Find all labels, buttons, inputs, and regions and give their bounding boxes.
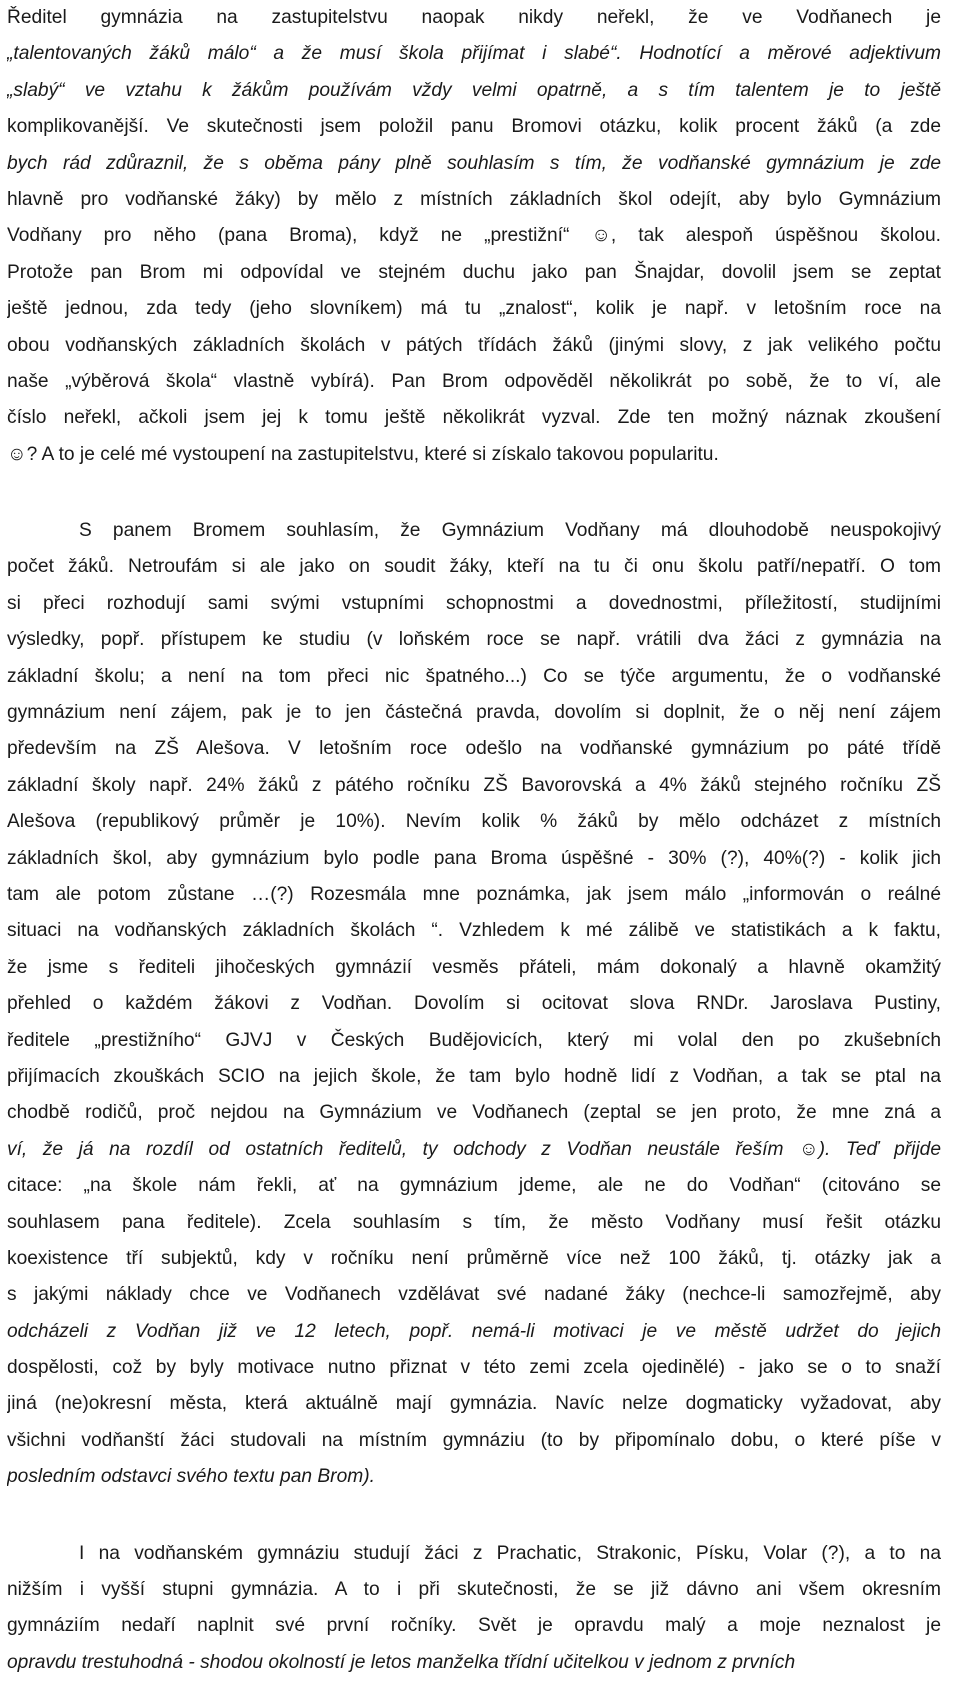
text-line: přehled o každém žákovi z Vodňan. Dovolím si ocitovat slova RNDr. Jaroslava Pustiny,: [7, 993, 941, 1015]
paragraph-2: [7, 513, 941, 1496]
paragraph-3: [7, 1536, 941, 1681]
text-line: situaci na vodňanských základních školách “. Vzhledem k mé zálibě ve statistikách a k faktu,: [7, 920, 941, 942]
document-page: [7, 0, 941, 1681]
text-line: jiná (ne)okresní města, která aktuálně mají gymnázia. Navíc nelze dogmaticky vyžadovat, aby: [7, 1393, 941, 1415]
text-line: odcházeli z Vodňan již ve 12 letech, popř. nemá-li motivaci je ve městě udržet do jejich: [7, 1320, 941, 1342]
text-line: opravdu trestuhodná - shodou okolností je letos manželka třídní učitelkou v jednom z prvních: [7, 1651, 796, 1673]
text-line: číslo neřekl, ačkoli jsem jej k tomu ještě několikrát vyzval. Zde ten možný náznak zkoušení: [7, 407, 941, 429]
text-line: bych rád zdůraznil, že s oběma pány plně souhlasím s tím, že vodňanské gymnázium je zde: [7, 152, 941, 174]
text-line: základní školy např. 24% žáků z pátého ročníku ZŠ Bavorovská a 4% žáků stejného ročníku ZŠ: [7, 774, 941, 796]
text-line: S panem Bromem souhlasím, že Gymnázium Vodňany má dlouhodobě neuspokojivý: [79, 520, 941, 542]
paragraph-1: [7, 0, 941, 473]
text-line: dospělosti, což by byly motivace nutno přiznat v této zemi zcela ojedinělé) - jako se o to snaží: [7, 1357, 941, 1379]
text-line: základní školu; a není na tom přeci nic špatného...) Co se týče argumentu, že o vodňanské: [7, 665, 941, 687]
text-line: koexistence tří subjektů, kdy v ročníku není průměrně více než 100 žáků, tj. otázky jak a: [7, 1247, 941, 1269]
text-line: gymnáziím nedaří naplnit své první ročníky. Svět je opravdu malý a moje neznalost je: [7, 1615, 941, 1637]
text-line: přijímacích zkouškách SCIO na jejich škole, že tam bylo hodně lidí z Vodňan, a tak se ptal na: [7, 1065, 941, 1087]
text-line: naše „výběrová škola“ vlastně vybírá). Pan Brom odpověděl několikrát po sobě, že to ví, ale: [7, 370, 941, 392]
text-line: chodbě rodičů, proč nejdou na Gymnázium ve Vodňanech (zeptal se jen proto, že mne zná a: [7, 1102, 941, 1124]
text-line: Vodňany pro něho (pana Broma), když ne „prestižní“ ☺, tak alespoň úspěšnou školou.: [7, 225, 941, 247]
text-line: s jakými náklady chce ve Vodňanech vzdělávat své nadané žáky (nechce-li samozřejmě, aby: [7, 1284, 941, 1306]
text-line: Alešova (republikový průměr je 10%). Nevím kolik % žáků by mělo odcházet z místních: [7, 811, 941, 833]
text-line: ☺? A to je celé mé vystoupení na zastupitelstvu, které si získalo takovou popularitu.: [7, 443, 719, 465]
text-line: posledním odstavci svého textu pan Brom).: [7, 1466, 375, 1488]
text-line: počet žáků. Netroufám si ale jako on soudit žáky, kteří na tu či onu školu patří/nepatří. O tom: [7, 556, 941, 578]
text-line: „slabý“ ve vztahu k žákům používám vždy velmi opatrně, a s tím talentem je to ještě: [7, 79, 941, 101]
paragraph-spacer: [7, 473, 941, 513]
text-line: že jsme s řediteli jihočeských gymnázií vesměs přáteli, mám dokonalý a hlavně okamžitý: [7, 956, 941, 978]
text-line: I na vodňanském gymnáziu studují žáci z Prachatic, Strakonic, Písku, Volar (?), a to na: [79, 1542, 941, 1564]
text-line: gymnázium není zájem, pak je to jen částečná pravda, dovolím si doplnit, že o něj není zájem: [7, 702, 941, 724]
text-line: si přeci rozhodují sami svými vstupními schopnostmi a dovednostmi, příležitostí, studijními: [7, 592, 941, 614]
text-line: nižším i vyšší stupni gymnázia. A to i při skutečnosti, že se již dávno ani všem okresním: [7, 1579, 941, 1601]
text-line: Ředitel gymnázia na zastupitelstvu naopak nikdy neřekl, že ve Vodňanech je: [7, 7, 941, 28]
text-line: základních škol, aby gymnázium bylo podle pana Broma úspěšné - 30% (?), 40%(?) - kolik jich: [7, 847, 941, 869]
text-line: Protože pan Brom mi odpovídal ve stejném duchu jako pan Šnajdar, dovolil jsem se zeptat: [7, 261, 941, 283]
text-line: „talentovaných žáků málo“ a že musí škola přijímat i slabé“. Hodnotící a měrové adjektivum: [7, 43, 941, 65]
text-line: obou vodňanských základních školách v pátých třídách žáků (jinými slovy, z jak velikého počtu: [7, 334, 941, 356]
text-line: ředitele „prestižního“ GJVJ v Českých Budějovicích, který mi volal den po zkušebních: [7, 1029, 941, 1051]
text-line: výsledky, popř. přístupem ke studiu (v loňském roce se např. vrátili dva žáci z gymnázia na: [7, 629, 941, 651]
text-line: všichni vodňanští žáci studovali na místním gymnáziu (to by připomínalo dobu, o které píše v: [7, 1429, 941, 1451]
paragraph-spacer: [7, 1496, 941, 1536]
text-line: ví, že já na rozdíl od ostatních ředitelů, ty odchody z Vodňan neustále řeším ☺). Teď přijde: [7, 1138, 941, 1160]
text-line: tam ale potom zůstane …(?) Rozesmála mne poznámka, jak jsem málo „informován o reálné: [7, 883, 941, 905]
text-line: komplikovanější. Ve skutečnosti jsem položil panu Bromovi otázku, kolik procent žáků (a zde: [7, 116, 941, 138]
text-line: ještě jednou, zda tedy (jeho slovníkem) má tu „znalost“, kolik je např. v letošním roce na: [7, 298, 941, 320]
text-line: souhlasem pana ředitele). Zcela souhlasím s tím, že město Vodňany musí řešit otázku: [7, 1211, 941, 1233]
text-line: hlavně pro vodňanské žáky) by mělo z místních základních škol odejít, aby bylo Gymnázium: [7, 188, 941, 210]
text-line: především na ZŠ Alešova. V letošním roce odešlo na vodňanské gymnázium po páté třídě: [7, 738, 941, 760]
text-line: citace: „na škole nám řekli, ať na gymnázium jdeme, ale ne do Vodňan“ (citováno se: [7, 1175, 941, 1197]
